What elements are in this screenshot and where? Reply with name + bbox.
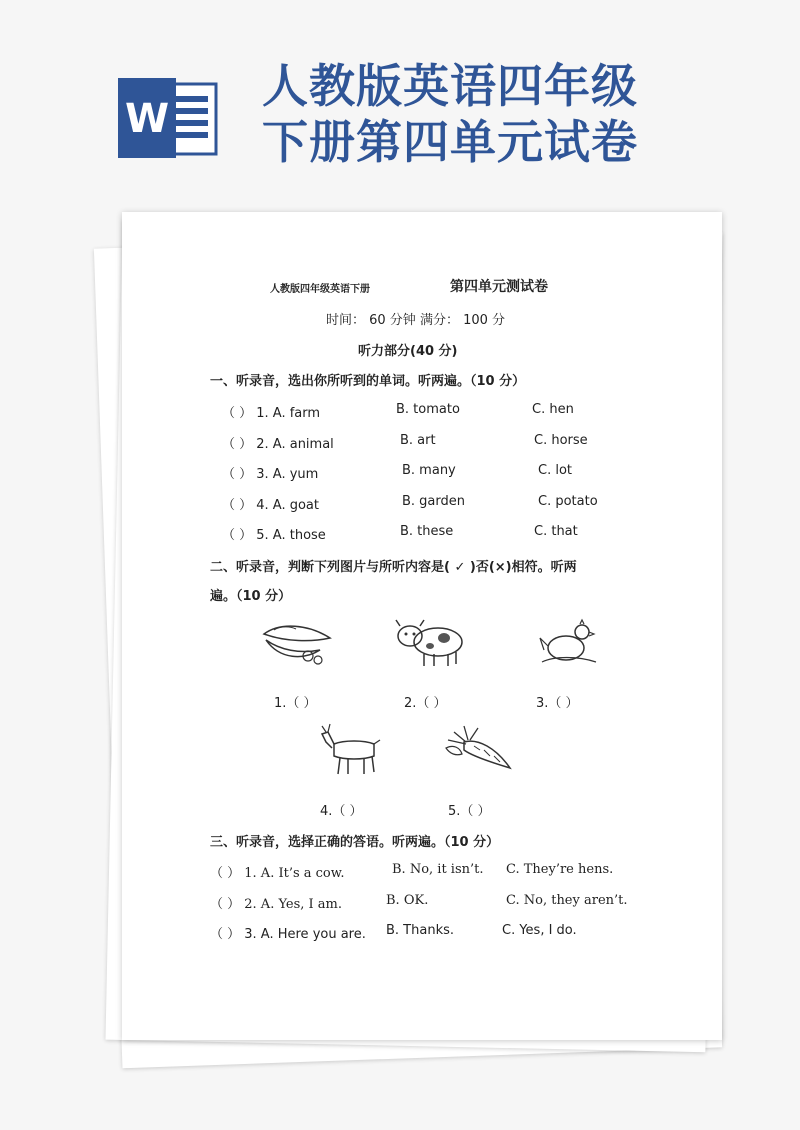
banner	[0, 0, 800, 200]
s1-item-4-a: （ ） 4. A. goat	[222, 498, 319, 513]
s1-item-1-b: B. tomato	[396, 402, 460, 417]
section2-heading-line1: 二、听录音，判断下列图片与所听内容是( ✓ )否(×)相符。听两	[210, 560, 577, 575]
section3-heading: 三、听录音，选择正确的答语。听两遍。（10 分）	[210, 835, 500, 850]
goat-picture	[318, 722, 384, 778]
s1-item-3-b: B. many	[402, 463, 456, 478]
section2-heading-line2: 遍。（10 分）	[210, 589, 292, 604]
word-document-icon	[118, 78, 218, 158]
s1-item-5-a: （ ） 5. A. those	[222, 528, 326, 543]
s3-item-1-c: C. They’re hens.	[506, 862, 614, 877]
s3-item-3-c: C. Yes, I do.	[502, 923, 577, 938]
s1-item-5-c: C. that	[534, 524, 578, 539]
picture-label-5: 5.（ ）	[448, 804, 491, 819]
banner-title-line1: 人教版英语四年级	[262, 59, 638, 113]
banner-title	[262, 58, 702, 170]
s1-item-1-a: （ ） 1. A. farm	[222, 406, 321, 421]
paper-header-right: 第四单元测试卷	[450, 279, 548, 295]
s1-item-3-c: C. lot	[538, 463, 573, 478]
s1-item-4-b: B. garden	[402, 494, 466, 509]
s1-item-1-c: C. hen	[532, 402, 574, 417]
s3-item-1-a: （ ） 1. A. It’s a cow.	[210, 866, 345, 881]
s3-item-3-a: （ ） 3. A. Here you are.	[210, 927, 366, 942]
hen-picture	[534, 618, 602, 668]
s3-item-2-b: B. OK.	[386, 893, 429, 908]
s3-item-1-b: B. No, it isn’t.	[392, 862, 484, 877]
section1-heading: 一、听录音，选出你所听到的单词。听两遍。（10 分）	[210, 374, 526, 389]
peapod-picture	[260, 620, 334, 666]
s1-item-2-a: （ ） 2. A. animal	[222, 437, 334, 452]
s3-item-2-a: （ ） 2. A. Yes, I am.	[210, 897, 343, 912]
s1-item-5-b: B. these	[400, 524, 454, 539]
word-icon-letter: W	[124, 96, 170, 142]
banner-title-line2: 下册第四单元试卷	[262, 115, 638, 169]
picture-label-3: 3.（ ）	[536, 696, 579, 711]
picture-label-4: 4.（ ）	[320, 804, 363, 819]
part-title: 听力部分(40 分)	[358, 344, 458, 359]
s1-item-3-a: （ ） 3. A. yum	[222, 467, 319, 482]
s3-item-3-b: B. Thanks.	[386, 923, 455, 938]
carrot-picture	[444, 722, 514, 772]
paper-header-left: 人教版四年级英语下册	[270, 284, 370, 295]
s1-item-2-c: C. horse	[534, 433, 588, 448]
picture-label-1: 1.（ ）	[274, 696, 317, 711]
paper-meta: 时间： 60 分钟 满分： 100 分	[326, 313, 506, 328]
cow-picture	[394, 616, 468, 668]
s3-item-2-c: C. No, they aren’t.	[506, 893, 628, 908]
exam-paper	[122, 212, 722, 1040]
s1-item-2-b: B. art	[400, 433, 436, 448]
picture-label-2: 2.（ ）	[404, 696, 447, 711]
s1-item-4-c: C. potato	[538, 494, 598, 509]
